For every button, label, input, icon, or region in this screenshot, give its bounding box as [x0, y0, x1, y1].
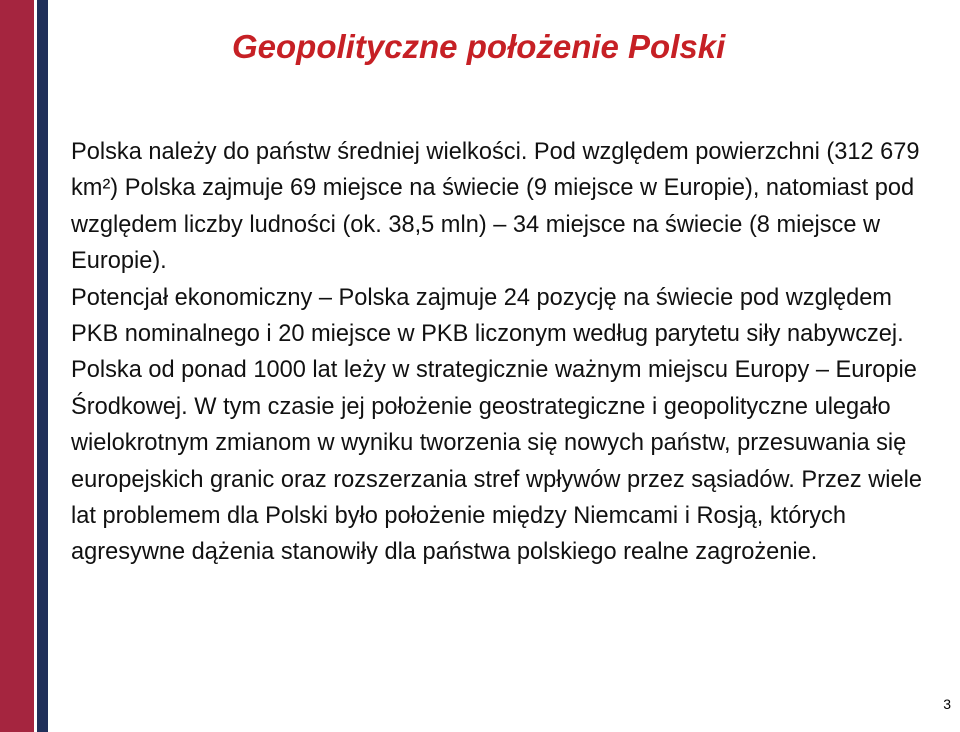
- side-accent-bar: [0, 0, 48, 732]
- page-number: 3: [943, 696, 951, 712]
- paragraph-history: Polska od ponad 1000 lat leży w strategicznie ważnym miejscu Europy – Europie Środkowej. W tym czasie jej położenie geostrategiczne i geopolityczne ulegało wielokrotnym zmianom w wyniku tworzenia się nowych państw, przesuwania się europejskich granic oraz rozszerzania stref wpływów przez sąsiadów. Przez wiele lat problemem dla Polski było położenie między Niemcami i Rosją, których agresywne dążenia stanowiły dla państwa polskiego realne zagrożenie.: [71, 357, 923, 566]
- slide-title: Geopolityczne położenie Polski: [232, 28, 726, 65]
- side-bar-red-stripe: [0, 0, 34, 732]
- slide-body: [71, 134, 941, 571]
- paragraph-economy: Potencjał ekonomiczny – Polska zajmuje 24 pozycję na świecie pod względem PKB nominalnego i 20 miejsce w PKB liczonym według parytetu siły nabywczej.: [71, 284, 904, 348]
- paragraph-size: Polska należy do państw średniej wielkości. Pod względem powierzchni (312 679 km²) Polska zajmuje 69 miejsce na świecie (9 miejsce w Europie), natomiast pod względem liczby ludności (ok. 38,5 mln) – 34 miejsce na świecie (8 miejsce w Europie).: [71, 139, 920, 275]
- side-bar-navy-stripe: [37, 0, 48, 732]
